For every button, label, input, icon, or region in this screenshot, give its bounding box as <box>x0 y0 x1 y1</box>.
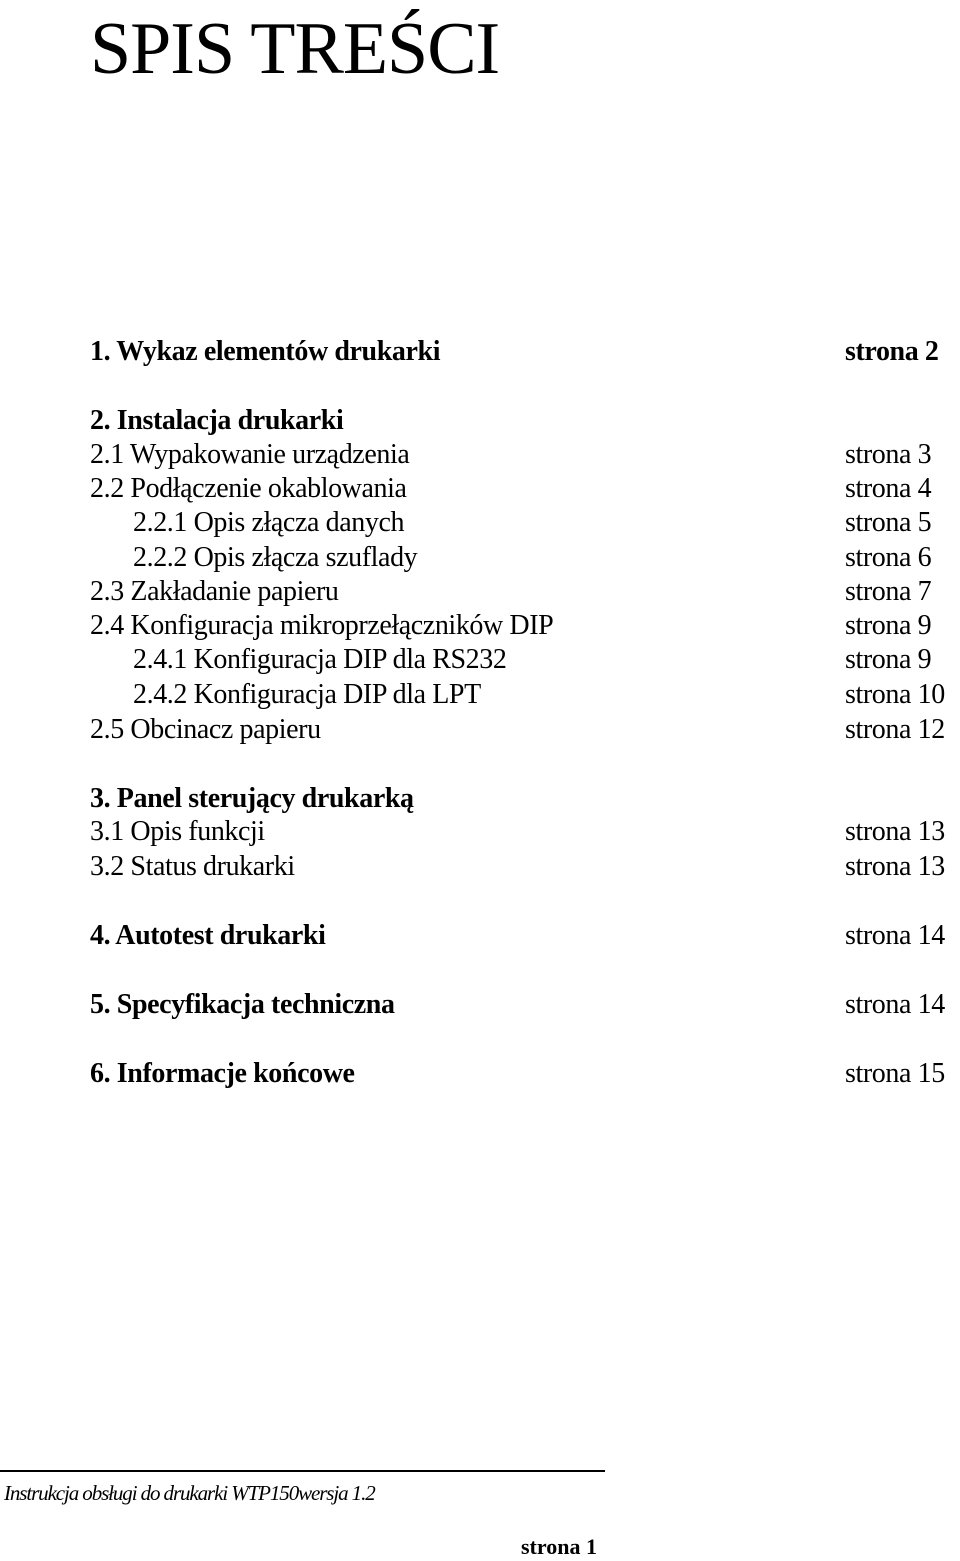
toc-entry-label: 3.2 Status drukarki <box>90 851 295 882</box>
footer-document-name: Instrukcja obsługi do drukarki WTP150wersja 1.2 <box>4 1481 375 1505</box>
toc-entry <box>0 815 960 849</box>
toc-entry <box>0 1057 960 1091</box>
toc-entry-label: 2.3 Zakładanie papieru <box>90 576 339 607</box>
toc-entry <box>0 713 960 747</box>
toc-entry <box>0 678 960 712</box>
toc-entry-label: 4. Autotest drukarki <box>90 920 326 951</box>
toc-entry <box>0 575 960 609</box>
toc-section-heading <box>0 404 960 438</box>
toc-entry-label: 5. Specyfikacja techniczna <box>90 989 395 1020</box>
toc-section-heading <box>0 782 960 816</box>
toc-entry-page: strona 2 <box>845 336 939 367</box>
toc-entry-label: 2.1 Wypakowanie urządzenia <box>90 439 410 470</box>
toc-entry <box>0 850 960 884</box>
toc-entry-page: strona 9 <box>845 610 932 641</box>
toc-entry-label: 2.5 Obcinacz papieru <box>90 714 321 745</box>
toc-entry <box>0 335 960 369</box>
toc-entry-label: 1. Wykaz elementów drukarki <box>90 336 441 367</box>
footer-divider <box>0 1470 605 1472</box>
toc-entry-label: 2.2.2 Opis złącza szuflady <box>133 542 418 573</box>
toc-entry <box>0 988 960 1022</box>
toc-entry-page: strona 12 <box>845 714 945 745</box>
toc-entry-label: 6. Informacje końcowe <box>90 1058 355 1089</box>
toc-entry-label: 2.2 Podłączenie okablowania <box>90 473 407 504</box>
toc-entry <box>0 506 960 540</box>
toc-entry-page: strona 13 <box>845 851 945 882</box>
toc-entry-page: strona 15 <box>845 1058 945 1089</box>
toc-entry-label: 3. Panel sterujący drukarką <box>90 783 414 814</box>
toc-entry <box>0 472 960 506</box>
toc-entry-label: 2.2.1 Opis złącza danych <box>133 507 405 538</box>
footer-page-number: strona 1 <box>521 1534 597 1559</box>
toc-entry <box>0 643 960 677</box>
toc-entry-page: strona 3 <box>845 439 932 470</box>
toc-entry-page: strona 14 <box>845 989 945 1020</box>
page-title: SPIS TREŚCI <box>90 8 500 90</box>
toc-entry-page: strona 9 <box>845 644 932 675</box>
toc-entry-page: strona 13 <box>845 816 945 847</box>
toc-entry-label: 2.4.1 Konfiguracja DIP dla RS232 <box>133 644 507 675</box>
toc-entry-page: strona 6 <box>845 542 932 573</box>
toc-entry-page: strona 5 <box>845 507 932 538</box>
toc-entry-label: 3.1 Opis funkcji <box>90 816 265 847</box>
toc-entry-page: strona 14 <box>845 920 945 951</box>
toc-entry <box>0 609 960 643</box>
toc-entry-label: 2.4.2 Konfiguracja DIP dla LPT <box>133 679 481 710</box>
toc-entry-label: 2. Instalacja drukarki <box>90 405 344 436</box>
toc-entry-page: strona 10 <box>845 679 945 710</box>
toc-entry <box>0 541 960 575</box>
toc-entry <box>0 438 960 472</box>
toc-entry-label: 2.4 Konfiguracja mikroprzełączników DIP <box>90 610 554 641</box>
toc-entry-page: strona 7 <box>845 576 932 607</box>
toc-entry-page: strona 4 <box>845 473 932 504</box>
toc-entry <box>0 919 960 953</box>
